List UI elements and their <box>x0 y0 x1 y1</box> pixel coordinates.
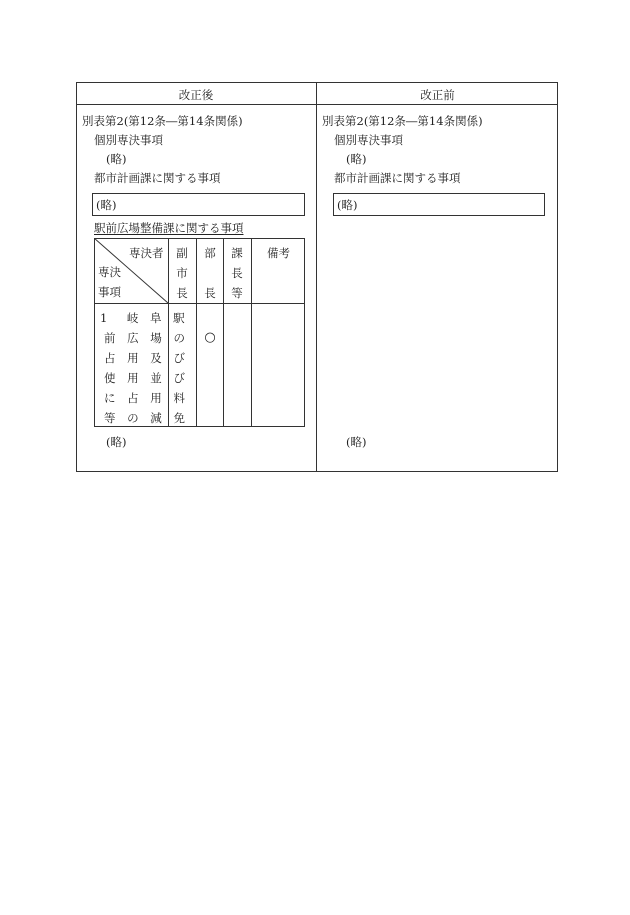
item-line-5: に 占 用 料 <box>104 391 189 405</box>
after-table-ref: 別表第2(第12条―第14条関係) <box>82 114 243 128</box>
col-vice-mayor-c1: 副 <box>176 246 188 260</box>
col-section-chief-c2: 長 <box>231 266 243 280</box>
col-vice-mayor-c2: 市 <box>176 266 188 280</box>
col-vice-mayor <box>175 243 189 303</box>
item-line-3: 占 用 及 び <box>104 351 189 365</box>
col-section-chief-c1: 課 <box>231 246 243 260</box>
before-omit1: (略) <box>346 152 367 166</box>
col-director-c2: 長 <box>204 286 216 300</box>
before-omit-box <box>333 193 545 216</box>
before-item1: 個別専決事項 <box>334 133 403 147</box>
col-remarks: 備考 <box>267 246 290 260</box>
before-item2: 都市計画課に関する事項 <box>334 171 461 185</box>
item-line-6: 等 の 減 免 <box>104 411 189 425</box>
before-omit-box-text: (略) <box>337 198 358 212</box>
before-table-ref: 別表第2(第12条―第14条関係) <box>322 114 483 128</box>
col-section-chief <box>230 243 244 303</box>
col-director-c1: 部 <box>204 246 216 260</box>
item-line-4: 使 用 並 び <box>104 371 189 385</box>
col-section-chief-c3: 等 <box>231 286 243 300</box>
after-omit-box-text: (略) <box>96 198 117 212</box>
director-circle-mark: ○ <box>204 330 216 345</box>
after-omit-box <box>92 193 305 216</box>
item-line-2: 前 広 場 の <box>104 331 189 345</box>
col-vice-mayor-c3: 長 <box>176 286 188 300</box>
after-omit-end: (略) <box>106 435 127 449</box>
col-director <box>203 243 217 303</box>
after-omit1: (略) <box>106 152 127 166</box>
item-line-1: 1 岐 阜 駅 <box>100 311 189 325</box>
after-item1: 個別専決事項 <box>94 133 163 147</box>
diag-label-bottom: 事項 <box>98 285 121 299</box>
before-omit-end: (略) <box>346 435 367 449</box>
diag-label-top: 専決者 <box>129 246 164 260</box>
header-after: 改正後 <box>178 88 214 102</box>
after-item2: 都市計画課に関する事項 <box>94 171 221 185</box>
column-divider <box>316 82 317 472</box>
grid-col-line-4 <box>251 238 252 427</box>
header-before: 改正前 <box>420 88 455 102</box>
diag-label-mid: 専決 <box>98 265 121 279</box>
after-section-title: 駅前広場整備課に関する事項 <box>94 221 244 235</box>
header-divider <box>76 104 558 105</box>
